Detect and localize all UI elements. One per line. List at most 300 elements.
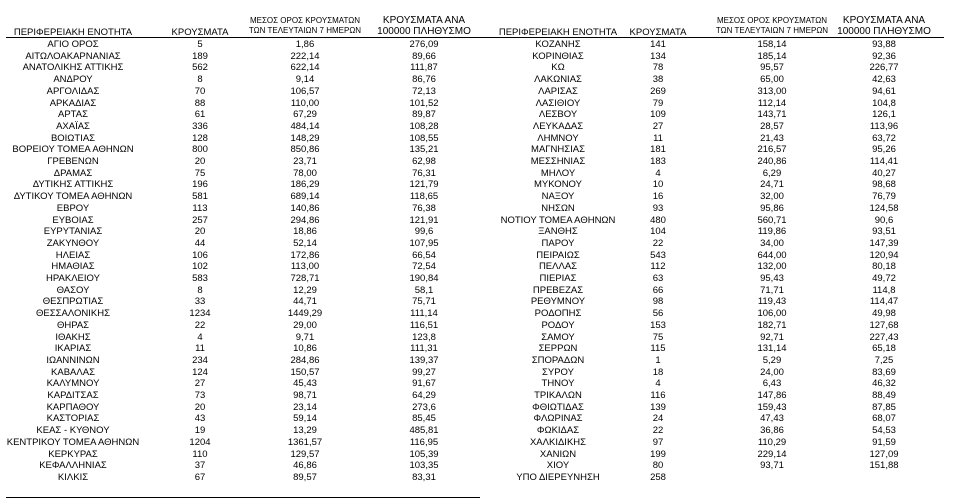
per100k-value: 89,87 (412, 109, 436, 121)
per100k-value: 116,95 (409, 436, 439, 448)
cases-value: 134 (650, 50, 666, 62)
per100k-value: 72,54 (412, 261, 436, 273)
cases-value: 22 (652, 425, 664, 437)
region-name: ΛΑΚΩΝΙΑΣ (534, 74, 582, 86)
cases-value: 19 (194, 425, 206, 437)
region-name: ΚΟΖΑΝΗΣ (535, 39, 581, 50)
cases-value: 115 (650, 343, 666, 355)
cases-value: 234 (192, 354, 208, 366)
cases-value: 116 (650, 390, 666, 401)
per100k-value: 76,38 (412, 202, 436, 214)
avg7-value: 1,86 (295, 39, 315, 50)
per100k-value: 7,25 (874, 354, 894, 366)
region-name: ΙΘΑΚΗΣ (55, 331, 91, 343)
avg7-value: 313,00 (757, 85, 787, 97)
avg7-value: 98,71 (293, 390, 317, 401)
avg7-value: 119,43 (757, 296, 787, 308)
avg7-value: 186,29 (290, 179, 320, 191)
per100k-value: 485,81 (409, 425, 439, 437)
avg7-value: 284,86 (290, 354, 320, 366)
per100k-value: 49,72 (872, 273, 896, 284)
region-name: ΕΥΡΥΤΑΝΙΑΣ (43, 226, 103, 238)
cases-value: 110 (192, 448, 208, 460)
region-name: ΘΑΣΟΥ (56, 284, 90, 296)
region-name: ΤΗΝΟΥ (541, 378, 575, 390)
avg7-value: 129,57 (290, 448, 320, 460)
header-avg7-left: ΜΕΣΟΣ ΟΡΟΣ ΚΡΟΥΣΜΑΤΩΝ ΤΩΝ ΤΕΛΕΥΤΑΙΩΝ 7 ΗΜΕΡΩΝ (248, 16, 362, 35)
cases-value: 124 (192, 366, 208, 378)
avg7-value: 6,43 (762, 378, 782, 390)
avg7-value: 24,00 (760, 366, 784, 378)
region-name: ΤΡΙΚΑΛΩΝ (534, 390, 582, 401)
cases-value: 8 (197, 74, 203, 86)
avg7-value: 29,00 (293, 319, 317, 331)
cases-value: 78 (652, 62, 664, 74)
cases-value: 1 (655, 354, 661, 366)
avg7-value: 24,71 (760, 179, 784, 191)
cases-value: 104 (650, 226, 666, 238)
avg7-value: 45,43 (293, 378, 317, 390)
header-region-right: ΠΕΡΙΦΕΡΕΙΑΚΗ ΕΝΟΤΗΤΑ (498, 27, 618, 38)
per100k-value: 105,39 (409, 448, 439, 460)
avg7-value: 9,71 (295, 331, 315, 343)
avg7-value: 6,29 (762, 167, 782, 179)
cases-value: 183 (650, 156, 666, 167)
per100k-value: 76,79 (872, 191, 896, 203)
cases-value: 189 (192, 50, 208, 62)
cases-value: 80 (652, 460, 664, 472)
region-name: ΜΗΛΟΥ (540, 167, 576, 179)
region-name: ΚΟΡΙΝΘΙΑΣ (532, 50, 584, 62)
per100k-value: 121,79 (409, 179, 439, 191)
per100k-value: 151,88 (869, 460, 899, 472)
cases-value: 20 (194, 401, 206, 413)
region-name: ΑΡΓΟΛΙΔΑΣ (46, 85, 100, 97)
per100k-value: 93,88 (872, 39, 896, 50)
avg7-value: 10,86 (293, 343, 317, 355)
avg7-value: 148,29 (290, 132, 320, 144)
region-name: ΜΑΓΝΗΣΙΑΣ (531, 144, 585, 156)
cases-value: 562 (192, 62, 208, 74)
cases-value: 20 (194, 156, 206, 167)
per100k-value: 72,13 (412, 85, 436, 97)
region-name: ΠΡΕΒΕΖΑΣ (532, 284, 584, 296)
region-name: ΗΡΑΚΛΕΙΟΥ (46, 273, 100, 284)
header-per100k-left: ΚΡΟΥΣΜΑΤΑ ΑΝΑ 100000 ΠΛΗΘΥΣΜΟ (377, 15, 471, 37)
avg7-value: 78,00 (293, 167, 317, 179)
cases-value: 24 (652, 413, 664, 425)
region-name: ΑΓΙΟ ΟΡΟΣ (47, 39, 99, 50)
per100k-value: 124,58 (869, 202, 899, 214)
header-per100k-right: ΚΡΟΥΣΜΑΤΑ ΑΝΑ 100000 ΠΛΗΘΥΣΜΟ (837, 15, 931, 37)
region-name: ΒΟΙΩΤΙΑΣ (50, 132, 96, 144)
region-name: ΑΡΤΑΣ (58, 109, 88, 121)
per100k-value: 116,51 (409, 319, 439, 331)
region-name: ΓΡΕΒΕΝΩΝ (47, 156, 99, 167)
avg7-value: 67,29 (293, 109, 317, 121)
per100k-value: 99,27 (412, 366, 436, 378)
avg7-value: 32,00 (760, 191, 784, 203)
avg7-value: 5,29 (762, 354, 782, 366)
cases-value: 79 (652, 97, 664, 109)
cases-value: 106 (192, 249, 208, 261)
cases-value: 128 (192, 132, 208, 144)
region-name: ΗΛΕΙΑΣ (55, 249, 91, 261)
avg7-value: 65,00 (760, 74, 784, 86)
per100k-value: 80,18 (872, 261, 896, 273)
cases-value: 66 (652, 284, 664, 296)
region-name: ΣΑΜΟΥ (541, 331, 575, 343)
cases-value: 70 (194, 85, 206, 97)
avg7-value: 150,57 (290, 366, 320, 378)
per100k-value: 91,67 (412, 378, 436, 390)
per100k-value: 104,8 (872, 97, 896, 109)
region-name: ΝΑΞΟΥ (541, 191, 575, 203)
avg7-value: 44,71 (293, 296, 317, 308)
region-name: ΣΠΟΡΑΔΩΝ (531, 354, 585, 366)
region-name: ΚΑΣΤΟΡΙΑΣ (46, 413, 100, 425)
cases-value: 33 (194, 296, 206, 308)
per100k-value: 226,77 (869, 62, 899, 74)
avg7-value: 52,14 (293, 237, 317, 249)
cases-value: 43 (194, 413, 206, 425)
avg7-value: 110,29 (757, 436, 787, 448)
region-name: ΧΑΝΙΩΝ (539, 448, 577, 460)
cases-value: 22 (652, 237, 664, 249)
per100k-value: 101,52 (409, 97, 439, 109)
header-cases-right: ΚΡΟΥΣΜΑΤΑ (629, 27, 687, 38)
cases-value: 18 (652, 366, 664, 378)
avg7-value: 23,71 (293, 156, 317, 167)
region-name: ΕΥΒΟΙΑΣ (52, 214, 94, 226)
per100k-value: 126,1 (872, 109, 896, 121)
avg7-value: 132,00 (757, 261, 787, 273)
avg7-value: 18,86 (293, 226, 317, 238)
per100k-value: 273,6 (412, 401, 436, 413)
per100k-value: 75,71 (412, 296, 436, 308)
avg7-value: 95,43 (760, 273, 784, 284)
region-name: ΧΑΛΚΙΔΙΚΗΣ (529, 436, 587, 448)
region-name: ΦΛΩΡΙΝΑΣ (533, 413, 583, 425)
region-name: ΑΝΑΤΟΛΙΚΗΣ ΑΤΤΙΚΗΣ (22, 62, 124, 74)
region-name: ΚΕΝΤΡΙΚΟΥ ΤΟΜΕΑ ΑΘΗΝΩΝ (6, 436, 140, 448)
cases-value: 56 (652, 308, 664, 320)
per100k-value: 90,6 (874, 214, 894, 226)
cases-value: 98 (652, 296, 664, 308)
cases-value: 67 (194, 471, 206, 483)
region-name: ΠΕΙΡΑΙΩΣ (536, 249, 580, 261)
avg7-value: 112,14 (757, 97, 787, 109)
avg7-value: 140,86 (290, 202, 320, 214)
avg7-value: 158,14 (757, 39, 787, 50)
region-name: ΠΑΡΟΥ (541, 237, 575, 249)
region-name: ΝΗΣΩΝ (541, 202, 575, 214)
region-name: ΑΝΔΡΟΥ (53, 74, 93, 86)
region-name: ΛΕΥΚΑΔΑΣ (532, 120, 584, 132)
cases-value: 37 (194, 460, 206, 472)
cases-value: 10 (652, 179, 664, 191)
per100k-value: 135,21 (409, 144, 439, 156)
region-name: ΔΥΤΙΚΗΣ ΑΤΤΙΚΗΣ (32, 179, 114, 191)
per100k-value: 87,85 (872, 401, 896, 413)
cases-value: 139 (650, 401, 666, 413)
avg7-value: 95,57 (760, 62, 784, 74)
cases-value: 153 (650, 319, 666, 331)
region-name: ΚΑΒΑΛΑΣ (51, 366, 95, 378)
avg7-value: 13,29 (293, 425, 317, 437)
avg7-value: 147,86 (757, 390, 787, 401)
avg7-value: 119,86 (757, 226, 787, 238)
avg7-value: 23,14 (293, 401, 317, 413)
per100k-value: 114,41 (869, 156, 899, 167)
cases-value: 141 (650, 39, 666, 50)
per100k-value: 95,26 (872, 144, 896, 156)
region-name: ΘΗΡΑΣ (56, 319, 90, 331)
per100k-value: 64,29 (412, 390, 436, 401)
cases-value: 102 (192, 261, 208, 273)
avg7-value: 106,00 (757, 308, 787, 320)
region-name: ΚΩ (551, 62, 565, 74)
per100k-value: 111,87 (410, 62, 438, 74)
cases-value: 73 (194, 390, 206, 401)
cases-value: 5 (197, 39, 203, 50)
region-name: ΛΑΣΙΘΙΟΥ (535, 97, 581, 109)
per100k-value: 139,37 (409, 354, 439, 366)
avg7-value: 34,00 (760, 237, 784, 249)
per100k-value: 107,95 (409, 237, 439, 249)
region-name: ΞΑΝΘΗΣ (538, 226, 578, 238)
region-name: ΗΜΑΘΙΑΣ (51, 261, 95, 273)
per100k-value: 83,69 (872, 366, 896, 378)
region-name: ΛΕΣΒΟΥ (538, 109, 578, 121)
avg7-value: 113,00 (290, 261, 320, 273)
per100k-value: 76,31 (412, 167, 436, 179)
per100k-value: 114,8 (872, 284, 896, 296)
region-name: ΚΕΡΚΥΡΑΣ (48, 448, 98, 460)
region-name: ΣΕΡΡΩΝ (538, 343, 578, 355)
per100k-value: 91,59 (872, 436, 896, 448)
cases-value: 20 (194, 226, 206, 238)
cases-value: 11 (653, 132, 663, 144)
cases-value: 1204 (189, 436, 211, 448)
per100k-value: 58,1 (414, 284, 434, 296)
per100k-value: 54,53 (872, 425, 896, 437)
avg7-value: 12,29 (293, 284, 317, 296)
per100k-value: 114,47 (869, 296, 899, 308)
per100k-value: 121,91 (409, 214, 439, 226)
avg7-value: 185,14 (757, 50, 787, 62)
header-cases-left: ΚΡΟΥΣΜΑΤΑ (171, 27, 229, 38)
per100k-value: 42,63 (872, 74, 896, 86)
region-name: ΘΕΣΠΡΩΤΙΑΣ (42, 296, 104, 308)
per100k-value: 92,36 (872, 50, 896, 62)
cases-value: 109 (650, 109, 666, 121)
header-avg7-right: ΜΕΣΟΣ ΟΡΟΣ ΚΡΟΥΣΜΑΤΩΝ ΤΩΝ ΤΕΛΕΥΤΑΙΩΝ 7 ΗΜΕΡΩΝ (715, 16, 829, 35)
per100k-value: 89,66 (412, 50, 436, 62)
cases-value: 543 (650, 249, 666, 261)
cases-value: 27 (194, 378, 206, 390)
avg7-value: 182,71 (757, 319, 787, 331)
avg7-value: 622,14 (290, 62, 320, 74)
region-name: ΒΟΡΕΙΟΥ ΤΟΜΕΑ ΑΘΗΝΩΝ (12, 144, 134, 156)
avg7-value: 216,57 (757, 144, 787, 156)
per100k-value: 83,31 (412, 471, 436, 483)
avg7-value: 172,86 (290, 249, 320, 261)
cases-value: 196 (192, 179, 208, 191)
region-name: ΚΕΦΑΛΛΗΝΙΑΣ (39, 460, 107, 472)
region-name: ΥΠΟ ΔΙΕΡΕΥΝΗΣΗ (516, 471, 600, 483)
per100k-value: 123,8 (412, 331, 436, 343)
cases-value: 800 (192, 144, 208, 156)
per100k-value: 66,54 (412, 249, 436, 261)
cases-value: 112 (650, 261, 666, 273)
region-name: ΚΙΛΚΙΣ (57, 471, 89, 483)
region-name: ΚΑΛΥΜΝΟΥ (46, 378, 100, 390)
per100k-value: 63,72 (872, 132, 896, 144)
avg7-value: 1361,57 (287, 436, 323, 448)
cases-value: 583 (192, 273, 208, 284)
per100k-value: 86,76 (412, 74, 436, 86)
region-name: ΡΟΔΟΠΗΣ (534, 308, 582, 320)
avg7-value: 240,86 (757, 156, 787, 167)
avg7-value: 93,71 (760, 460, 784, 472)
per100k-value: 98,68 (872, 179, 896, 191)
cases-value: 44 (194, 237, 206, 249)
per100k-value: 62,98 (412, 156, 436, 167)
region-name: ΕΒΡΟΥ (56, 202, 90, 214)
per100k-value: 40,27 (872, 167, 896, 179)
avg7-value: 644,00 (757, 249, 787, 261)
region-name: ΜΕΣΣΗΝΙΑΣ (530, 156, 586, 167)
per100k-value: 276,09 (409, 39, 439, 50)
avg7-value: 28,57 (760, 120, 784, 132)
cases-value: 97 (652, 436, 664, 448)
cases-value: 257 (192, 214, 208, 226)
cases-value: 93 (652, 202, 664, 214)
region-name: ΙΩΑΝΝΙΝΩΝ (46, 354, 100, 366)
header-region-left: ΠΕΡΙΦΕΡΕΙΑΚΗ ΕΝΟΤΗΤΑ (13, 27, 133, 38)
region-name: ΖΑΚΥΝΘΟΥ (46, 237, 100, 249)
cases-value: 11 (195, 343, 205, 355)
cases-value: 1234 (189, 308, 211, 320)
per100k-value: 49,98 (872, 308, 896, 320)
per100k-value: 46,32 (872, 378, 896, 390)
region-name: ΡΟΔΟΥ (541, 319, 575, 331)
region-name: ΚΕΑΣ - ΚΥΘΝΟΥ (36, 425, 110, 437)
cases-value: 4 (197, 331, 203, 343)
region-name: ΑΧΑΪΑΣ (56, 120, 90, 132)
per100k-value: 127,68 (869, 319, 899, 331)
region-name: ΧΙΟΥ (546, 460, 570, 472)
region-name: ΑΡΚΑΔΙΑΣ (49, 97, 97, 109)
avg7-value: 850,86 (290, 144, 320, 156)
per100k-value: 127,09 (869, 448, 899, 460)
cases-value: 88 (194, 97, 206, 109)
avg7-value: 689,14 (290, 191, 320, 203)
per100k-value: 65,18 (872, 343, 896, 355)
region-name: ΚΑΡΠΑΘΟΥ (46, 401, 100, 413)
per100k-value: 147,39 (869, 237, 899, 249)
cases-value: 75 (652, 331, 664, 343)
cases-value: 181 (650, 144, 666, 156)
cases-value: 16 (652, 191, 664, 203)
per100k-value: 85,45 (412, 413, 436, 425)
avg7-value: 728,71 (290, 273, 320, 284)
per100k-value: 111,31 (410, 343, 438, 355)
region-name: ΛΗΜΝΟΥ (537, 132, 579, 144)
cases-value: 61 (194, 109, 206, 121)
region-name: ΛΑΡΙΣΑΣ (538, 85, 578, 97)
cases-value: 269 (650, 85, 666, 97)
avg7-value: 159,43 (757, 401, 787, 413)
cases-value: 4 (655, 167, 661, 179)
per100k-value: 190,84 (409, 273, 439, 284)
cases-value: 113 (192, 202, 208, 214)
per100k-value: 113,96 (869, 120, 899, 132)
avg7-value: 222,14 (290, 50, 320, 62)
region-name: ΔΥΤΙΚΟΥ ΤΟΜΕΑ ΑΘΗΝΩΝ (13, 191, 133, 203)
region-name: ΣΥΡΟΥ (542, 366, 574, 378)
cases-value: 8 (197, 284, 203, 296)
avg7-value: 89,57 (293, 471, 317, 483)
per100k-value: 88,49 (872, 390, 896, 401)
region-name: ΙΚΑΡΙΑΣ (54, 343, 92, 355)
per100k-value: 108,55 (409, 132, 439, 144)
cases-value: 199 (650, 448, 666, 460)
per100k-value: 120,94 (869, 249, 899, 261)
cases-value: 336 (192, 120, 208, 132)
cases-value: 27 (652, 120, 664, 132)
per100k-value: 103,35 (409, 460, 439, 472)
region-name: ΘΕΣΣΑΛΟΝΙΚΗΣ (36, 308, 110, 320)
region-name: ΜΥΚΟΝΟΥ (534, 179, 582, 191)
avg7-value: 47,43 (760, 413, 784, 425)
per100k-value: 94,61 (872, 85, 896, 97)
region-name: ΑΙΤΩΛΟΑΚΑΡΝΑΝΙΑΣ (25, 50, 121, 62)
region-name: ΚΑΡΔΙΤΣΑΣ (47, 390, 99, 401)
cases-value: 63 (652, 273, 664, 284)
avg7-value: 110,00 (290, 97, 320, 109)
avg7-value: 95,86 (760, 202, 784, 214)
bottom-divider (6, 497, 480, 498)
avg7-value: 560,71 (757, 214, 787, 226)
region-name: ΠΙΕΡΙΑΣ (539, 273, 577, 284)
cases-value: 480 (650, 214, 666, 226)
region-name: ΦΘΙΩΤΙΔΑΣ (532, 401, 584, 413)
cases-value: 4 (655, 378, 661, 390)
per100k-value: 108,28 (409, 120, 439, 132)
avg7-value: 1449,29 (287, 308, 323, 320)
avg7-value: 21,43 (760, 132, 784, 144)
cases-value: 581 (192, 191, 208, 203)
region-name: ΠΕΛΛΑΣ (538, 261, 578, 273)
per100k-value: 111,14 (410, 308, 438, 320)
cases-value: 22 (194, 319, 206, 331)
avg7-value: 59,14 (293, 413, 317, 425)
avg7-value: 71,71 (760, 284, 784, 296)
per100k-value: 68,07 (872, 413, 896, 425)
region-name: ΦΩΚΙΔΑΣ (536, 425, 580, 437)
per100k-value: 118,65 (409, 191, 439, 203)
per100k-value: 93,51 (872, 226, 896, 238)
header-divider (6, 37, 944, 38)
avg7-value: 131,14 (757, 343, 787, 355)
avg7-value: 229,14 (757, 448, 787, 460)
avg7-value: 36,86 (760, 425, 784, 437)
cases-value: 258 (650, 471, 666, 483)
cases-value: 38 (652, 74, 664, 86)
avg7-value: 294,86 (290, 214, 320, 226)
